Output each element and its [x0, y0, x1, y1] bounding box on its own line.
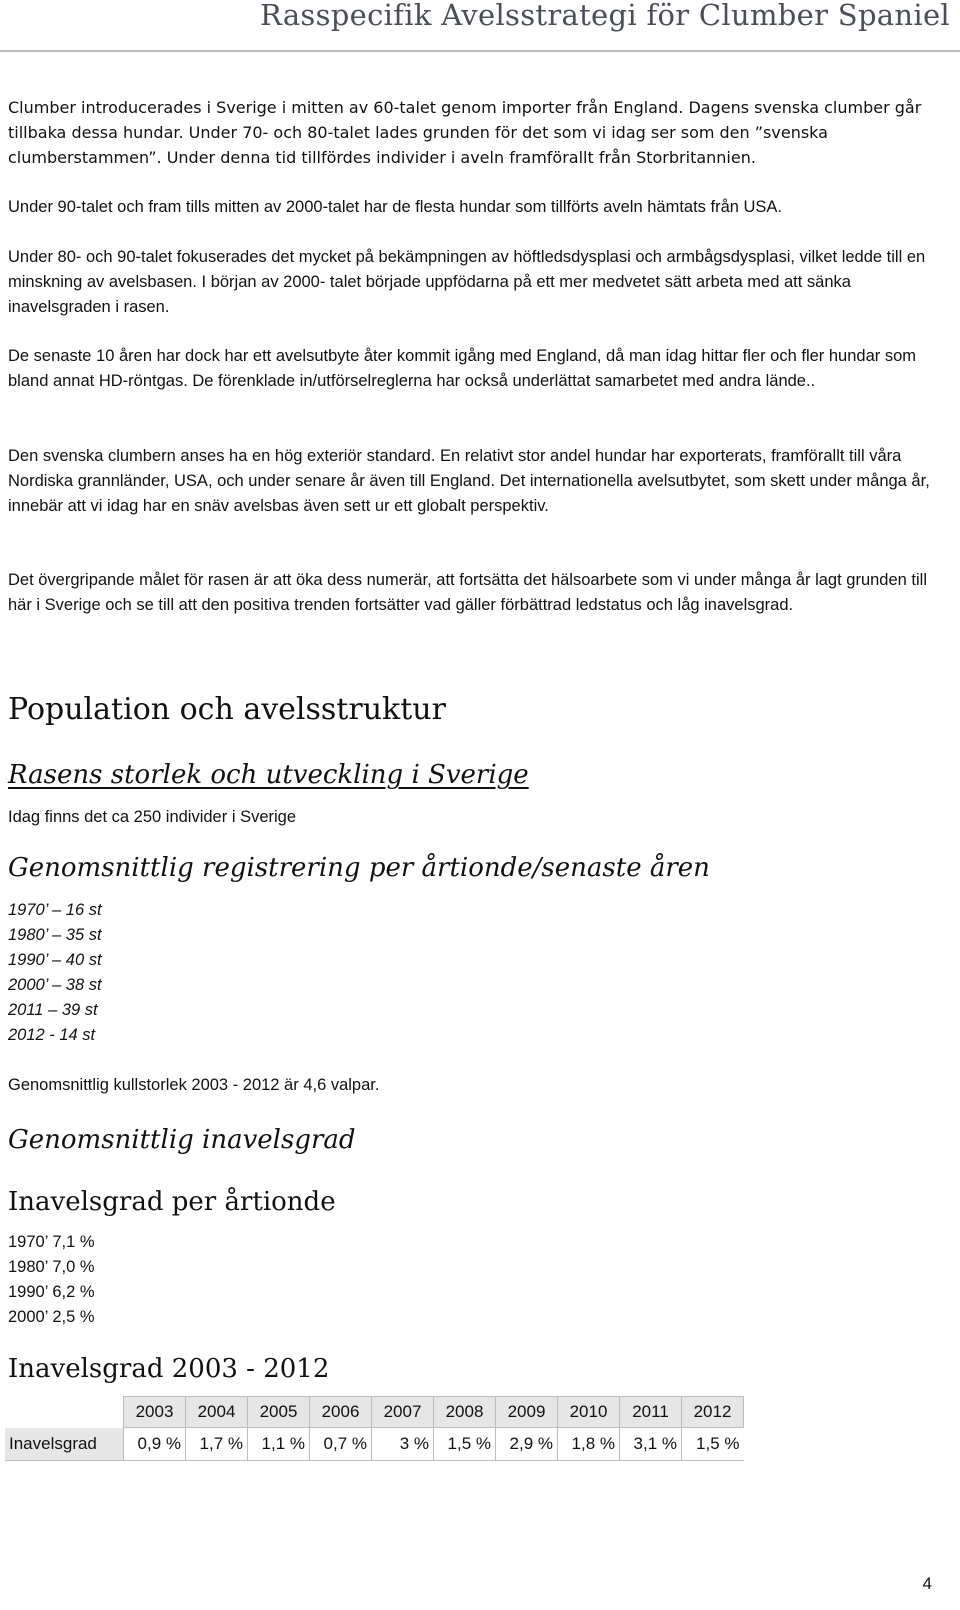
intro-text-3: Under 80- och 90-talet fokuserades det mycket på bekämpningen av höftledsdysplasi och armbågsdysplasi, vilket ledde till en minskning av avelsbasen. I början av 2000- talet började uppfödarna på ett mer medvetet sätt arbeta med att sänka inavelsgraden i rasen.: [8, 248, 926, 316]
intro-paragraph-5: [8, 444, 953, 519]
value-cell: 1,5 %: [434, 1428, 496, 1461]
page-number: 4: [922, 1574, 932, 1593]
year-cell: 2005: [248, 1397, 310, 1428]
inbreeding-decade-list: [8, 1230, 95, 1330]
table-row: [5, 1428, 744, 1461]
year-cell: 2004: [186, 1397, 248, 1428]
intro-paragraph-4: [8, 344, 953, 394]
inbreeding-table-heading: Inavelsgrad 2003 - 2012: [8, 1354, 330, 1384]
breed-size-text: Idag finns det ca 250 individer i Sverige: [8, 808, 297, 826]
table-corner-cell: [5, 1397, 124, 1428]
intro-paragraph-3: [8, 245, 953, 320]
header-rule: [0, 50, 960, 52]
value-cell: 1,1 %: [248, 1428, 310, 1461]
value-cell: 0,9 %: [124, 1428, 186, 1461]
inbreeding-table: [5, 1396, 744, 1461]
intro-text-4: De senaste 10 åren har dock har ett avelsutbyte åter kommit igång med England, då man idag hittar fler och fler hundar som bland annat HD-röntgas. De förenklade in/utförselreglerna har också underlättat samarbetet med andra lände..: [8, 347, 916, 390]
intro-paragraph-2: [8, 195, 953, 220]
year-cell: 2010: [558, 1397, 620, 1428]
intro-paragraph-6: [8, 568, 953, 618]
value-cell: 0,7 %: [310, 1428, 372, 1461]
row-label-cell: Inavelsgrad: [5, 1428, 124, 1461]
registration-item: 2012 - 14 st: [8, 1026, 96, 1044]
intro-text-5: Den svenska clumbern anses ha en hög exteriör standard. En relativt stor andel hundar har exporterats, framförallt till våra Nordiska grannländer, USA, och under senare år även till England. Det internationella avelsutbytet, som skett under många år, innebär att vi idag har en snäv avelsbas även sett ur ett globalt perspektiv.: [8, 447, 930, 515]
year-cell: 2006: [310, 1397, 372, 1428]
intro-paragraph-1: [8, 95, 953, 170]
inbreeding-heading: Genomsnittlig inavelsgrad: [8, 1125, 356, 1155]
value-cell: 1,8 %: [558, 1428, 620, 1461]
registration-list: [8, 898, 102, 1048]
intro-text-1: Clumber introducerades i Sverige i mitten av 60-talet genom importer från England. Dagens svenska clumber går tillbaka dessa hundar. Under 70- och 80-talet lades grunden för det som vi idag ser som den ”svenska clumberstammen”. Under denna tid tillfördes individer i aveln framförallt från Storbritannien.: [8, 98, 922, 167]
table-header-row: [5, 1397, 744, 1428]
registration-item: 2011 – 39 st: [8, 1001, 98, 1019]
value-cell: 2,9 %: [496, 1428, 558, 1461]
breed-size-heading: Rasens storlek och utveckling i Sverige: [8, 760, 529, 790]
year-cell: 2012: [682, 1397, 744, 1428]
intro-text-2: Under 90-talet och fram tills mitten av 2000-talet har de flesta hundar som tillförts aveln hämtats från USA.: [8, 198, 783, 216]
running-header: Rasspecifik Avelsstrategi för Clumber Spaniel: [260, 0, 950, 32]
inbreeding-decade-item: 1980’ 7,0 %: [8, 1258, 95, 1276]
year-cell: 2009: [496, 1397, 558, 1428]
litter-size-text: Genomsnittlig kullstorlek 2003 - 2012 är 4,6 valpar.: [8, 1076, 380, 1094]
inbreeding-decade-item: 1990’ 6,2 %: [8, 1283, 95, 1301]
population-heading: Population och avelsstruktur: [8, 692, 446, 727]
value-cell: 1,7 %: [186, 1428, 248, 1461]
registration-item: 2000’ – 38 st: [8, 976, 102, 994]
inbreeding-decade-heading: Inavelsgrad per årtionde: [8, 1187, 336, 1217]
year-cell: 2011: [620, 1397, 682, 1428]
year-cell: 2008: [434, 1397, 496, 1428]
inbreeding-decade-item: 1970’ 7,1 %: [8, 1233, 95, 1251]
year-cell: 2007: [372, 1397, 434, 1428]
intro-text-6: Det övergripande målet för rasen är att öka dess numerär, att fortsätta det hälsoarbete som vi under många år lagt grunden till här i Sverige och se till att den positiva trenden fortsätter vad gäller förbättrad ledstatus och låg inavelsgrad.: [8, 571, 927, 614]
value-cell: 3,1 %: [620, 1428, 682, 1461]
inbreeding-decade-item: 2000’ 2,5 %: [8, 1308, 95, 1326]
year-cell: 2003: [124, 1397, 186, 1428]
registration-heading: Genomsnittlig registrering per årtionde/senaste åren: [8, 853, 710, 883]
registration-item: 1990’ – 40 st: [8, 951, 102, 969]
registration-item: 1980’ – 35 st: [8, 926, 102, 944]
registration-item: 1970’ – 16 st: [8, 901, 102, 919]
value-cell: 1,5 %: [682, 1428, 744, 1461]
value-cell: 3 %: [372, 1428, 434, 1461]
